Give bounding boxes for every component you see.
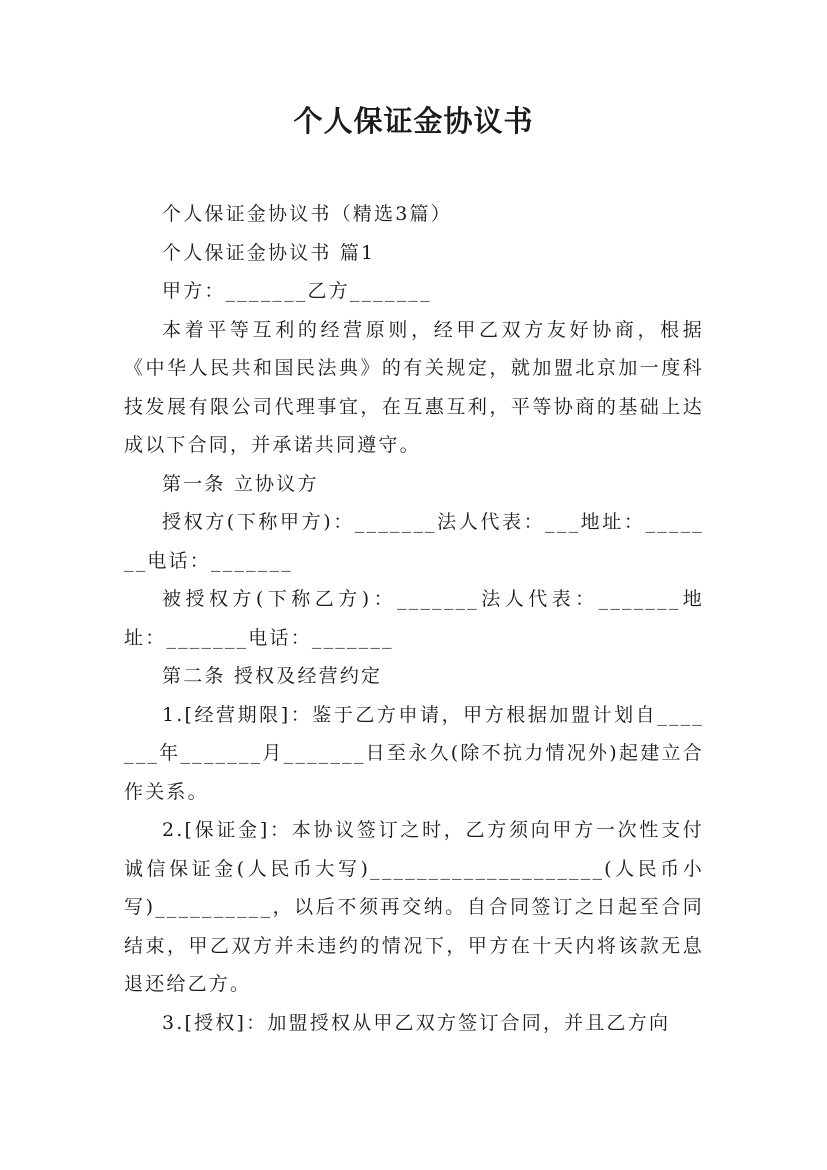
paragraph-article-2-heading: 第二条 授权及经营约定 <box>162 665 383 687</box>
paragraph-article-1-heading: 第一条 立协议方 <box>162 472 319 495</box>
document-body <box>124 195 704 1042</box>
paragraph-parties: 甲方：_______乙方_______ <box>162 280 432 302</box>
paragraph-clause-deposit: 2.[保证金]：本协议签订之时，乙方须向甲方一次性支付诚信保证金(人民币大写)____________________(人民币小写)__________，以后不须再交纳。自合同签订之日起至合同结束，甲乙双方并未违约的情况下，甲方在十天内将该款无息退还给乙方。 <box>124 819 704 995</box>
paragraph-grantor: 授权方(下称甲方)：_______法人代表：___地址：_______电话：_______ <box>124 511 704 572</box>
paragraph-clause-authorization: 3.[授权]：加盟授权从甲乙双方签订合同，并且乙方向 <box>162 1011 671 1034</box>
paragraph-preamble: 本着平等互利的经营原则，经甲乙双方友好协商，根据《中华人民共和国民法典》的有关规定，就加盟北京加一度科技发展有限公司代理事宜，在互惠互利，平等协商的基础上达成以下合同，并承诺共同遵守。 <box>124 318 704 456</box>
paragraph-grantee: 被授权方(下称乙方)：_______法人代表：_______地址：_______电话：_______ <box>124 588 704 649</box>
document-title: 个人保证金协议书 <box>293 104 534 138</box>
paragraph-clause-term: 1.[经营期限]：鉴于乙方申请，甲方根据加盟计划自_______年_______月_______日至永久(除不抗力情况外)起建立合作关系。 <box>124 703 704 803</box>
paragraph-subtitle: 个人保证金协议书（精选3篇） <box>162 203 452 225</box>
paragraph-section-heading: 个人保证金协议书 篇1 <box>162 241 376 264</box>
